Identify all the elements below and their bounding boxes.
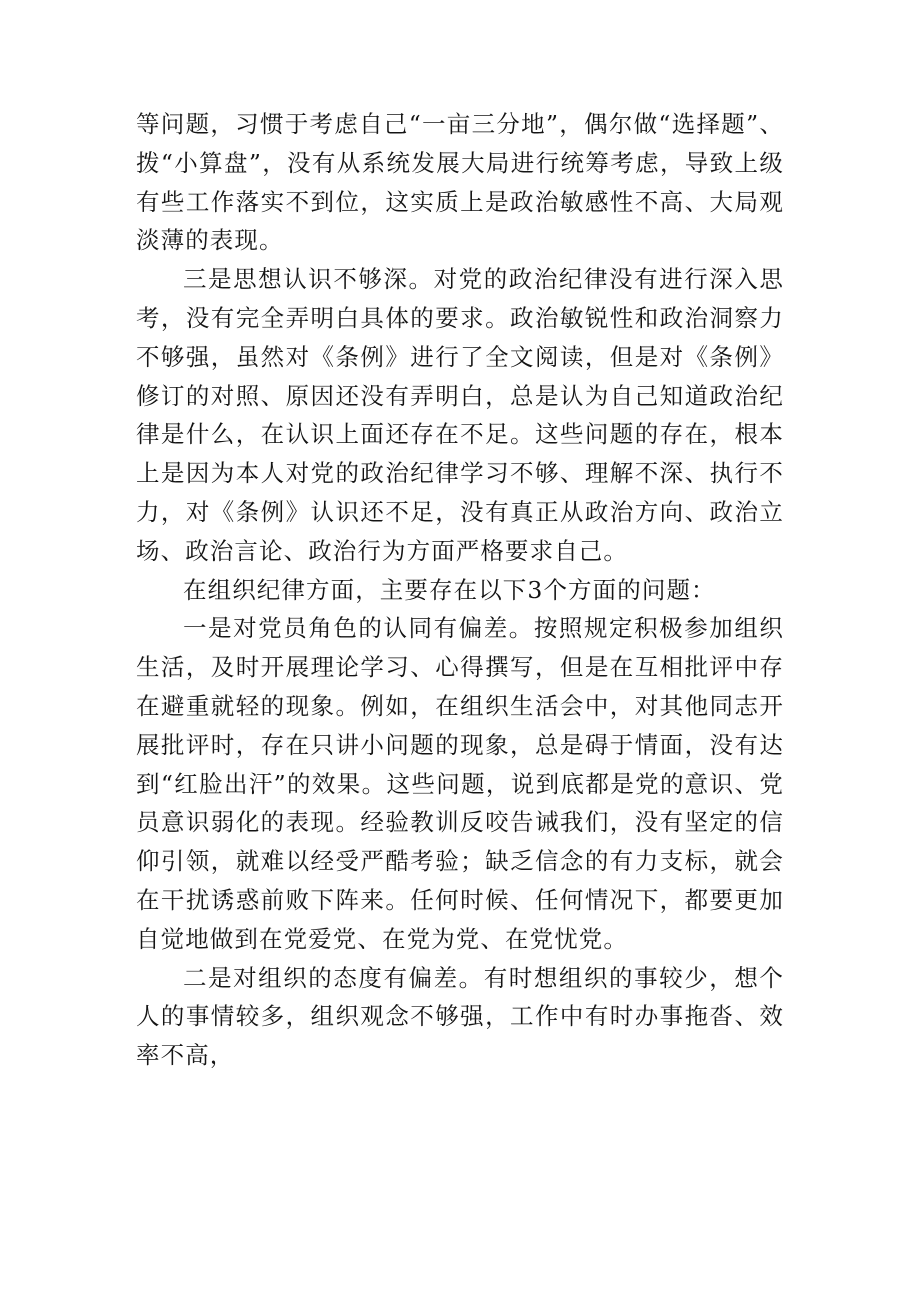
paragraph-attitude-to-organization: 二是对组织的态度有偏差。有时想组织的事较少，想个人的事情较多，组织观念不够强，工作中有时办事拖沓、效率不高， — [136, 963, 784, 1070]
paragraph-political-awareness: 三是思想认识不够深。对党的政治纪律没有进行深入思考，没有完全弄明白具体的要求。政治敏锐性和政治洞察力不够强，虽然对《条例》进行了全文阅读，但是对《条例》修订的对照、原因还没有弄明白，总是认为自己知道政治纪律是什么，在认识上面还存在不足。这些问题的存在，根本上是因为本人对党的政治纪律学习不够、理解不深、执行不力，对《条例》认识还不足，没有真正从政治方向、政治立场、政治言论、政治行为方面严格要求自己。 — [136, 265, 784, 565]
paragraph-organizational-discipline-intro: 在组织纪律方面，主要存在以下3个方面的问题： — [183, 575, 716, 604]
document-body — [136, 105, 784, 1075]
paragraph-continuation: 等问题，习惯于考虑自己“一亩三分地”，偶尔做“选择题”、拨“小算盘”，没有从系统发展大局进行统筹考虑，导致上级有些工作落实不到位，这实质上是政治敏感性不高、大局观淡薄的表现。 — [136, 110, 784, 255]
paragraph-party-member-role: 一是对党员角色的认同有偏差。按照规定积极参加组织生活，及时开展理论学习、心得撰写，但是在互相批评中存在避重就轻的现象。例如，在组织生活会中，对其他同志开展批评时，存在只讲小问题的现象，总是碍于情面，没有达到“红脸出汗”的效果。这些问题，说到底都是党的意识、党员意识弱化的表现。经验教训反咬告诫我们，没有坚定的信仰引领，就难以经受严酷考验；缺乏信念的有力支标，就会在干扰诱惑前败下阵来。任何时候、任何情况下，都要更加自觉地做到在党爱党、在党为党、在党忧党。 — [136, 614, 784, 953]
